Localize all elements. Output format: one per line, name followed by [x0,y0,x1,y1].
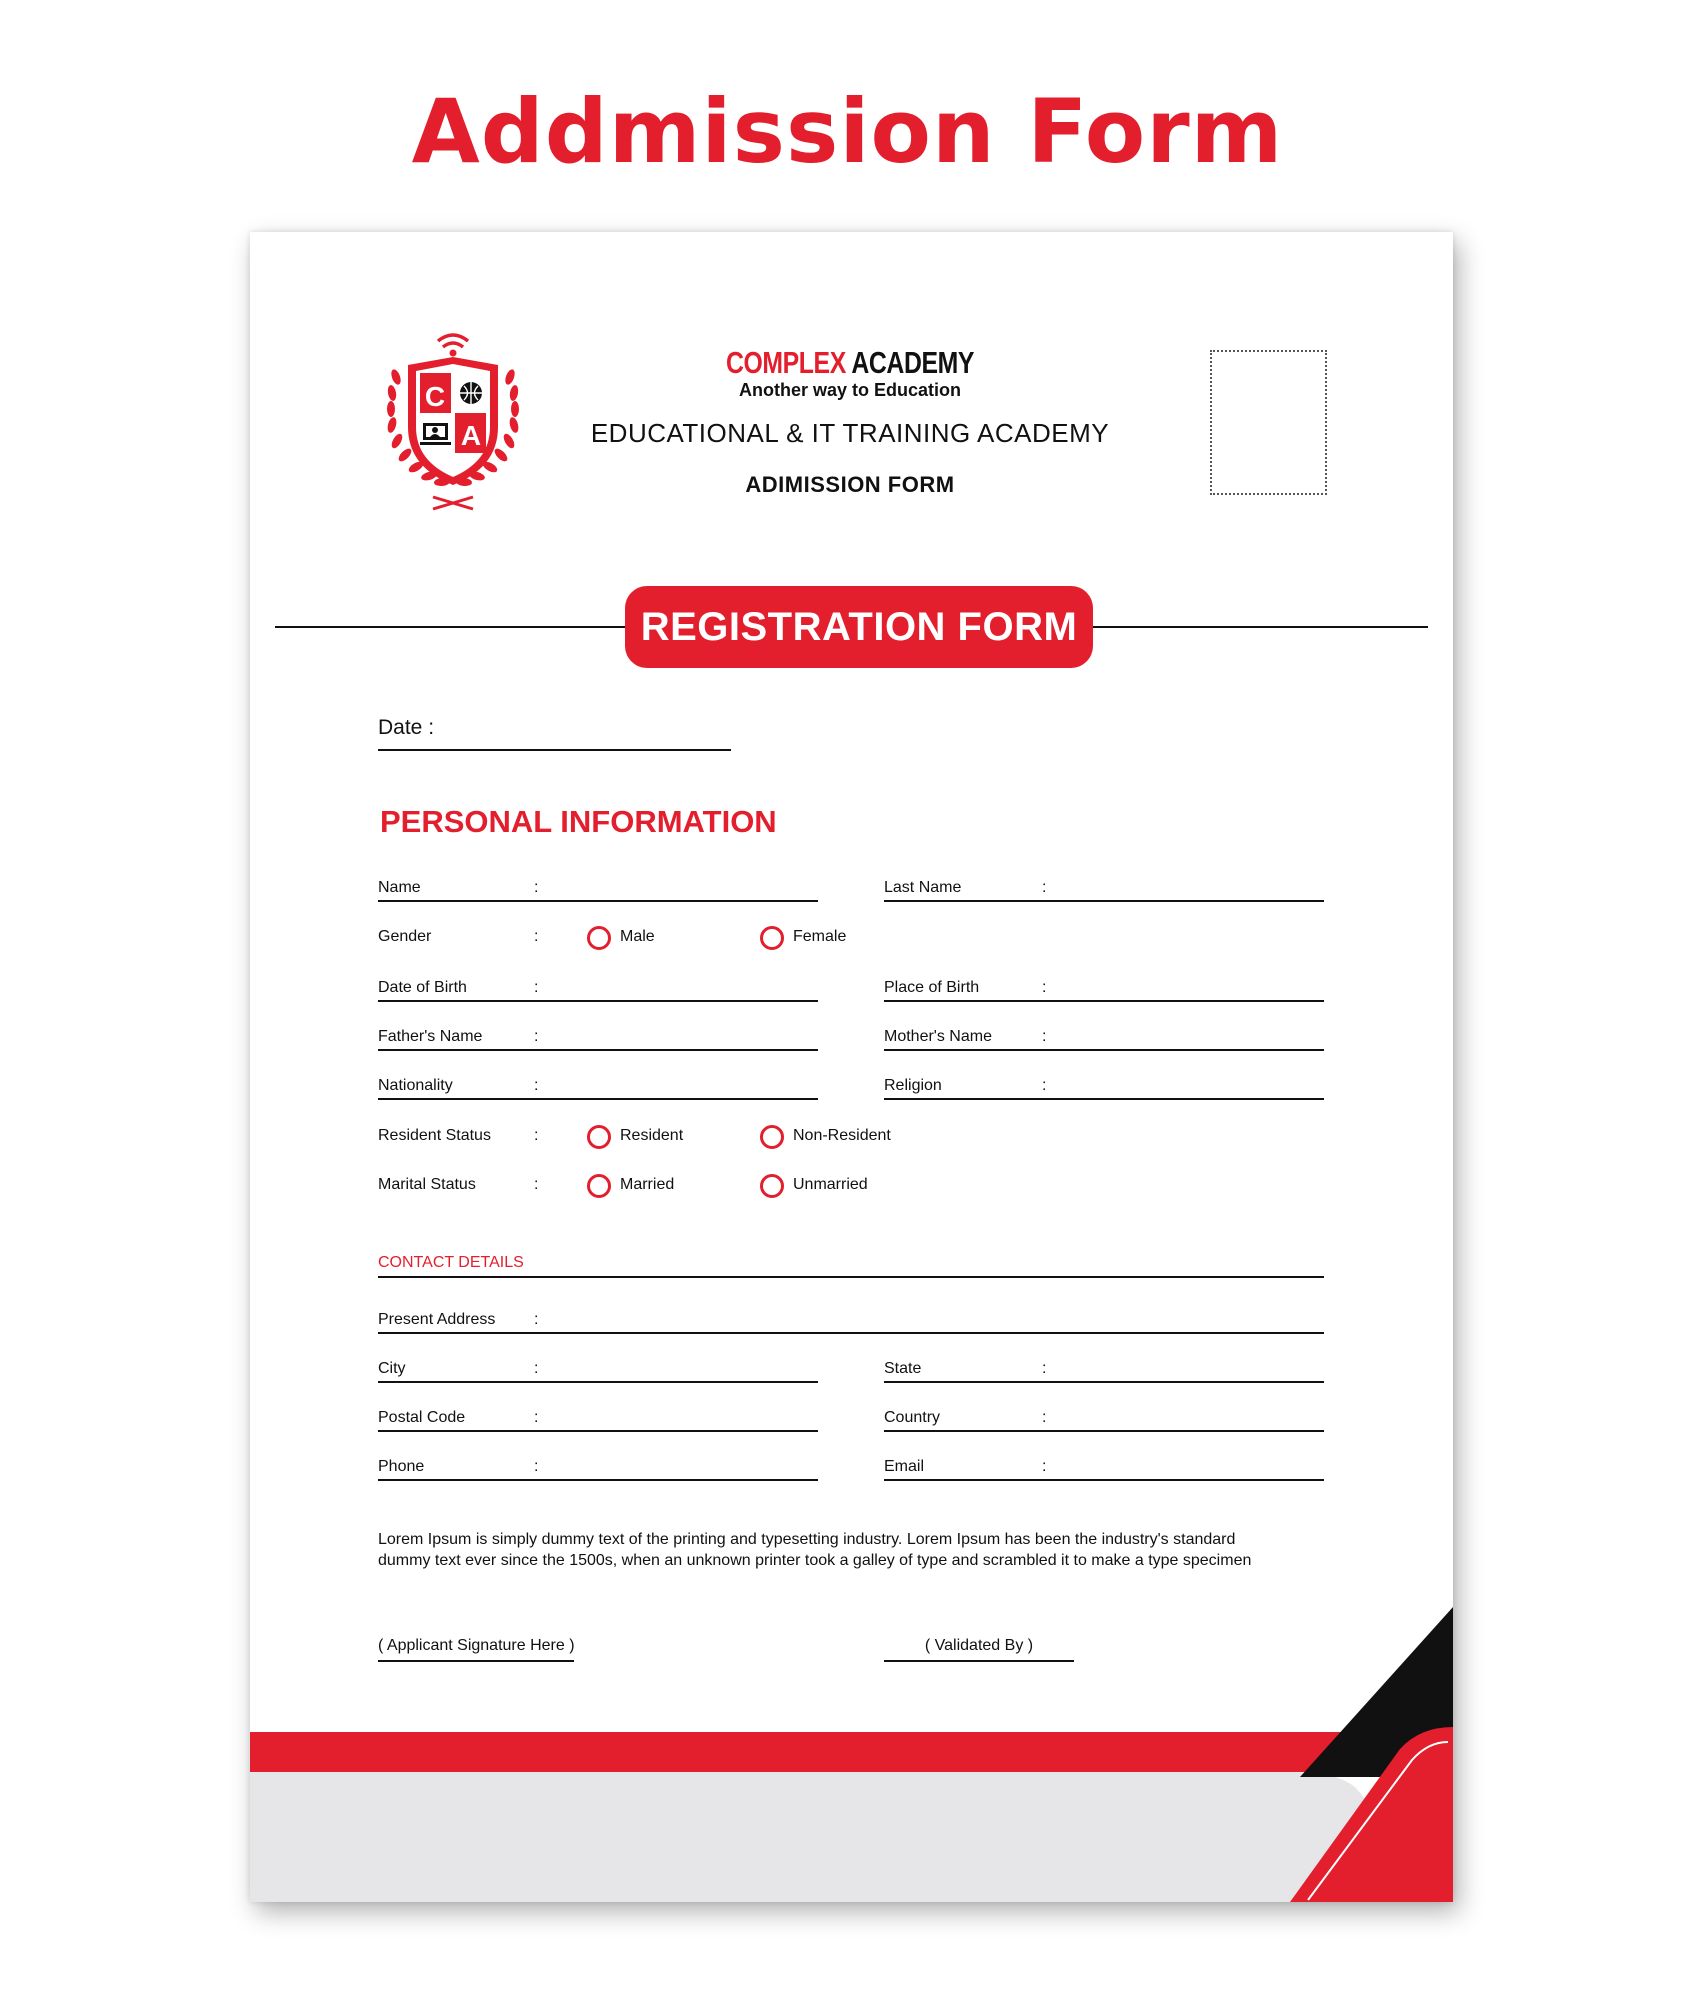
date-label: Date : [378,716,435,739]
footer-decoration [250,232,1453,1902]
colon: : [534,928,539,945]
resident-option-label: Resident [620,1127,684,1144]
brand-name-black: ACADEMY [851,345,974,380]
colon: : [534,879,539,896]
country-label: Country [884,1409,941,1426]
present-address-label: Present Address [378,1311,496,1328]
name-label: Name [378,879,421,896]
admission-form-label: ADIMISSION FORM [745,472,955,497]
nationality-label: Nationality [378,1077,453,1094]
gender-male-label: Male [620,928,655,945]
colon: : [1042,879,1047,896]
phone-label: Phone [378,1458,425,1475]
religion-label: Religion [884,1077,942,1094]
state-label: State [884,1360,922,1377]
colon: : [534,1127,539,1144]
disclaimer-line-2: dummy text ever since the 1500s, when an unknown printer took a galley of type and scrambled it to make a type specimen [378,1552,1252,1569]
colon: : [534,1360,539,1377]
registration-form-banner: REGISTRATION FORM [625,586,1093,668]
colon: : [1042,1077,1047,1094]
colon: : [1042,1360,1047,1377]
gender-label: Gender [378,928,432,945]
colon: : [534,1458,539,1475]
postal-code-label: Postal Code [378,1409,466,1426]
mother-name-label: Mother's Name [884,1028,992,1045]
married-option-label: Married [620,1176,675,1193]
non-resident-option-label: Non-Resident [793,1127,891,1144]
colon: : [534,1176,539,1193]
personal-info-title: PERSONAL INFORMATION [380,804,777,839]
colon: : [534,1077,539,1094]
applicant-signature-label: ( Applicant Signature Here ) [378,1637,575,1654]
father-name-label: Father's Name [378,1028,483,1045]
dob-label: Date of Birth [378,979,467,996]
brand-tagline: Another way to Education [738,380,961,400]
colon: : [1042,1458,1047,1475]
colon: : [534,979,539,996]
email-label: Email [884,1458,925,1475]
gender-female-label: Female [793,928,847,945]
academy-subtitle: EDUCATIONAL & IT TRAINING ACADEMY [590,418,1110,448]
unmarried-option-label: Unmarried [793,1176,868,1193]
pob-label: Place of Birth [884,979,980,996]
colon: : [1042,1409,1047,1426]
disclaimer-line-1: Lorem Ipsum is simply dummy text of the printing and typesetting industry. Lorem Ipsum has been the industry's standard [378,1531,1236,1548]
validated-by-label: ( Validated By ) [924,1637,1034,1654]
crest-letter-c: C [424,381,446,412]
brand-name-red: COMPLEX [726,345,846,380]
city-label: City [378,1360,406,1377]
form-sheet [250,232,1453,1902]
colon: : [534,1028,539,1045]
last-name-label: Last Name [884,879,962,896]
page-title: Addmission Form [411,80,1284,183]
colon: : [534,1311,539,1328]
colon: : [534,1409,539,1426]
colon: : [1042,1028,1047,1045]
crest-letter-a: A [460,420,482,451]
contact-details-title: CONTACT DETAILS [378,1254,524,1271]
resident-status-label: Resident Status [378,1127,491,1144]
colon: : [1042,979,1047,996]
marital-status-label: Marital Status [378,1176,476,1193]
